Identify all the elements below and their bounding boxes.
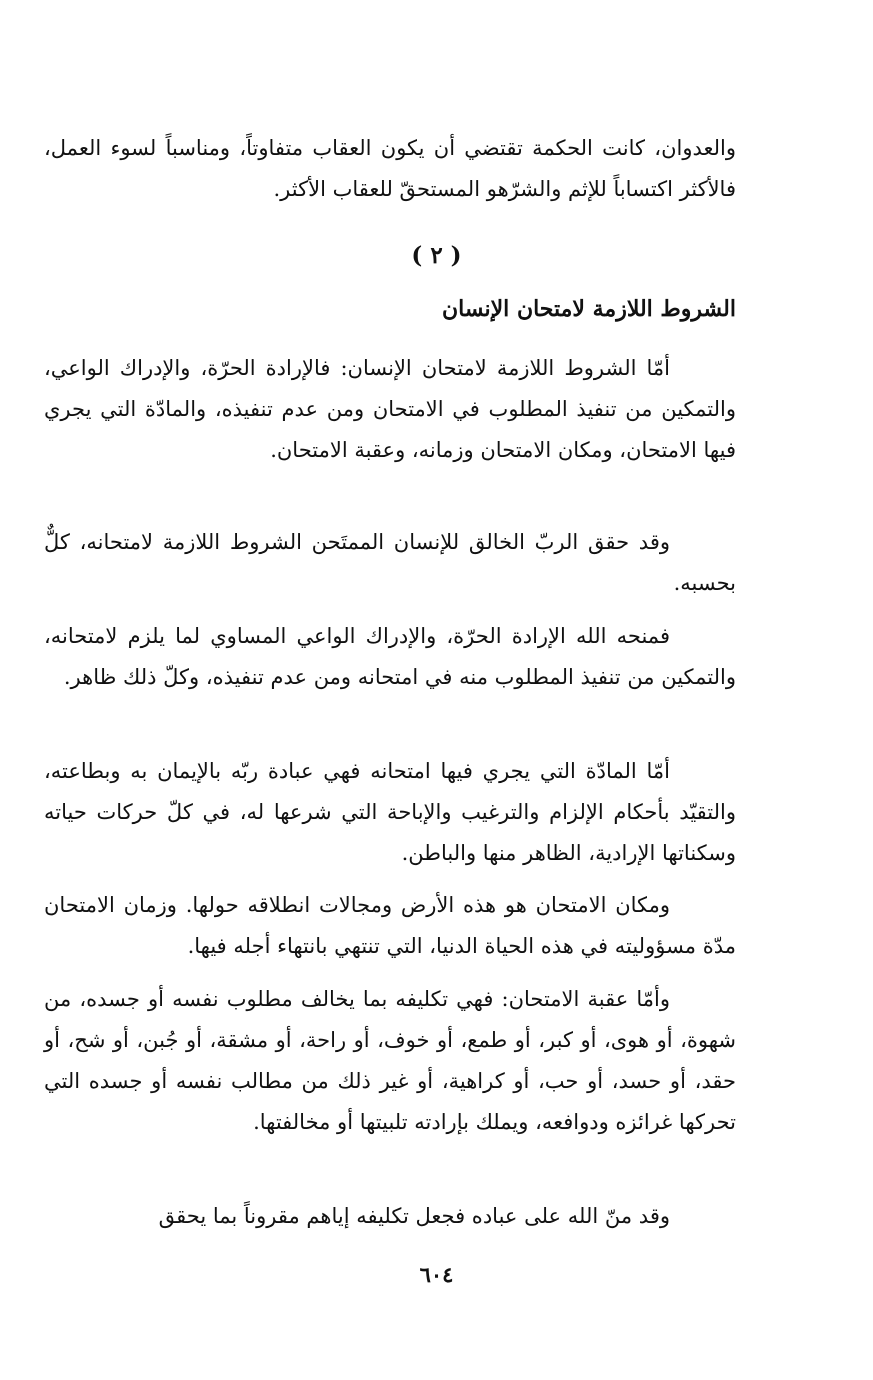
paragraph-place-time: ومكان الامتحان هو هذه الأرض ومجالات انطلاقه حولها. وزمان الامتحان مدّة مسؤوليته في هذه الحياة الدنيا، التي تنتهي بانتهاء أجله فيها. <box>44 893 736 958</box>
paragraph-material: أمّا المادّة التي يجري فيها امتحانه فهي عبادة ربّه بالإيمان به وبطاعته، والتقيّد بأحكام الإلزام والترغيب والإباحة التي شرعها له، في كلّ حركات حياته وسكناتها الإرادية، الظاهر منها والباطن. <box>44 759 736 865</box>
paragraph-closing: وقد منّ الله على عباده فجعل تكليفه إياهم مقروناً بما يحقق <box>158 1204 670 1228</box>
paragraph-obstacle: وأمّا عقبة الامتحان: فهي تكليفه بما يخالف مطلوب نفسه أو جسده، من شهوة، أو هوى، أو كبر، أو طمع، أو خوف، أو راحة، أو مشقة، أو جُبن، أو شح، أو حقد، أو حسد، أو حب، أو كراهية، أو غير ذلك من مطالب نفسه أو جسده التي تحركها غرائزه ودوافعه، ويملك بإرادته تلبيتها أو مخالفتها. <box>44 987 736 1134</box>
page-number: ٦٠٤ <box>419 1262 454 1287</box>
continuation-paragraph: والعدوان، كانت الحكمة تقتضي أن يكون العقاب متفاوتاً، ومناسباً لسوء العمل، فالأكثر اكتساباً للإثم والشرّهو المستحقّ للعقاب الأكثر. <box>44 136 736 201</box>
section-heading: الشروط اللازمة لامتحان الإنسان <box>442 296 736 322</box>
paragraph-conditions: أمّا الشروط اللازمة لامتحان الإنسان: فالإرادة الحرّة، والإدراك الواعي، والتمكين من تنفيذ المطلوب في الامتحان ومن عدم تنفيذه، والمادّة التي يجري فيها الامتحان، ومكان الامتحان وزمانه، وعقبة الامتحان. <box>44 356 736 462</box>
section-number: ( ٢ ) <box>411 242 462 269</box>
paragraph-creator-provided: وقد حقق الربّ الخالق للإنسان الممتَحن الشروط اللازمة لامتحانه، كلٌّ بحسبه. <box>44 530 736 595</box>
paragraph-free-will: فمنحه الله الإرادة الحرّة، والإدراك الواعي المساوي لما يلزم لامتحانه، والتمكين من تنفيذ المطلوب منه في امتحانه ومن عدم تنفيذه، وكلّ ذلك ظاهر. <box>44 624 736 689</box>
